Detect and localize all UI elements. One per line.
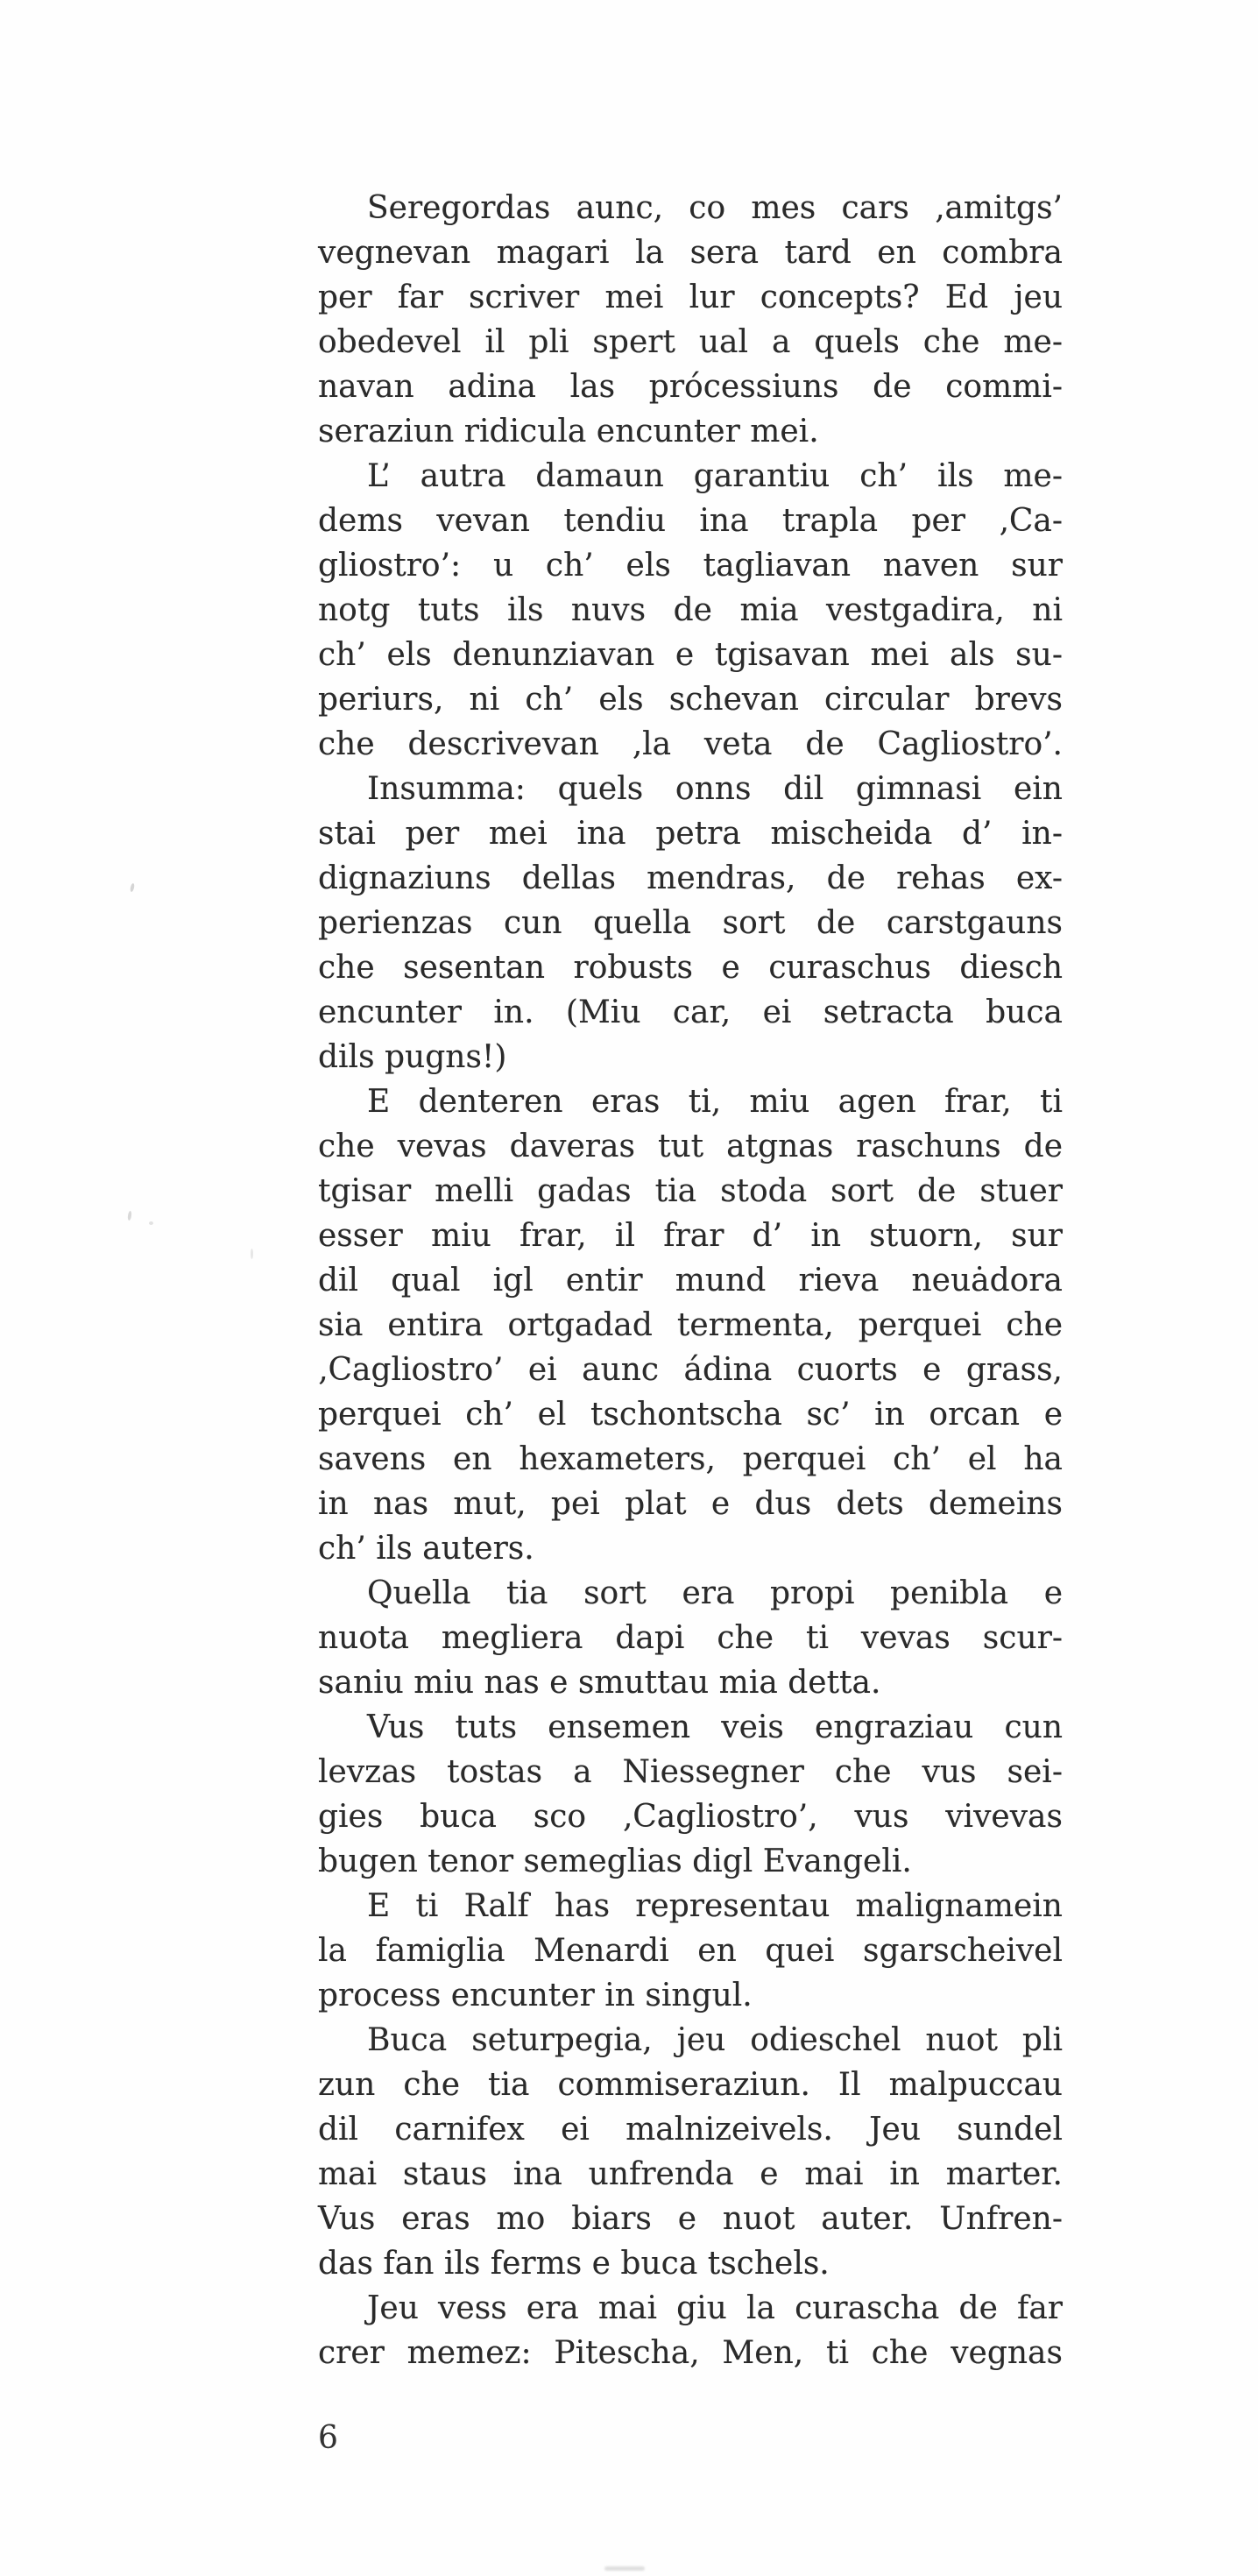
text-line: mai staus ina unfrenda e mai in marter. bbox=[318, 2156, 1063, 2192]
text-line: Insumma: quels onns dil gimnasi ein bbox=[367, 771, 1063, 807]
text-line: ch’ els denunziavan e tgisavan mei als su- bbox=[318, 637, 1063, 673]
text-line: savens en hexameters, perquei ch’ el ha bbox=[318, 1441, 1063, 1477]
text-line: obedevel il pli spert ual a quels che me- bbox=[318, 324, 1063, 360]
text-line: dems vevan tendiu ina trapla per ‚Ca- bbox=[318, 503, 1063, 539]
text-line: levzas tostas a Niessegner che vus sei- bbox=[318, 1754, 1063, 1790]
text-line: zun che tia commiseraziun. Il malpuccau bbox=[318, 2067, 1063, 2103]
text-line: la famiglia Menardi en quei sgarscheivel bbox=[318, 1933, 1063, 1969]
text-line: E ti Ralf has representau malignamein bbox=[367, 1888, 1063, 1924]
text-line: che vevas daveras tut atgnas raschuns de bbox=[318, 1129, 1063, 1164]
text-line: Vus eras mo biars e nuot auter. Unfren- bbox=[318, 2201, 1063, 2237]
text-line: sia entira ortgadad termenta, perquei che bbox=[318, 1307, 1063, 1343]
text-line: process encunter in singul. bbox=[318, 1978, 753, 2013]
text-line: che sesentan robusts e curaschus diesch bbox=[318, 950, 1063, 986]
text-line: che descrivevan ‚la veta de Cagliostro’. bbox=[318, 726, 1063, 762]
page-text-block bbox=[318, 186, 1063, 2375]
text-line: ‚Cagliostro’ ei aunc ádina cuorts e grass, bbox=[318, 1352, 1063, 1388]
text-line: tgisar melli gadas tia stoda sort de stuer bbox=[318, 1173, 1063, 1209]
text-line: perquei ch’ el tschontscha sc’ in orcan e bbox=[318, 1397, 1063, 1433]
text-line: notg tuts ils nuvs de mia vestgadira, ni bbox=[318, 592, 1063, 628]
scan-speck bbox=[130, 883, 135, 893]
text-line: ch’ ils auters. bbox=[318, 1531, 534, 1567]
text-line: dignaziuns dellas mendras, de rehas ex- bbox=[318, 860, 1063, 896]
scan-smudge bbox=[604, 2566, 645, 2571]
text-line: seraziun ridicula encunter mei. bbox=[318, 414, 819, 449]
text-line: per far scriver mei lur concepts? Ed jeu bbox=[318, 280, 1063, 315]
scan-speck bbox=[149, 1221, 153, 1225]
scan-speck bbox=[251, 1249, 253, 1259]
scan-speck bbox=[127, 1211, 131, 1221]
text-line: stai per mei ina petra mischeida d’ in- bbox=[318, 816, 1063, 852]
text-line: bugen tenor semeglias digl Evangeli. bbox=[318, 1844, 912, 1879]
text-line: periurs, ni ch’ els schevan circular brevs bbox=[318, 682, 1063, 718]
text-line: E denteren eras ti, miu agen frar, ti bbox=[367, 1084, 1063, 1120]
text-line: navan adina las prócessiuns de commi- bbox=[318, 369, 1063, 405]
text-line: encunter in. (Miu car, ei setracta buca bbox=[318, 994, 1063, 1030]
text-line: crer memez: Pitescha, Men, ti che vegnas bbox=[318, 2335, 1063, 2371]
text-line: dil qual igl entir mund rieva neuȧdora bbox=[318, 1263, 1063, 1299]
text-line: perienzas cun quella sort de carstgauns bbox=[318, 905, 1063, 941]
text-line: esser miu frar, il frar d’ in stuorn, sur bbox=[318, 1218, 1063, 1254]
text-line: gliostro’: u ch’ els tagliavan naven sur bbox=[318, 548, 1063, 584]
text-line: saniu miu nas e smuttau mia detta. bbox=[318, 1665, 881, 1701]
text-line: gies buca sco ‚Cagliostro’, vus vivevas bbox=[318, 1799, 1063, 1835]
text-line: nuota megliera dapi che ti vevas scur- bbox=[318, 1620, 1063, 1656]
text-line: Seregordas aunc, co mes cars ‚amitgs’ bbox=[367, 190, 1063, 226]
text-line: Jeu vess era mai giu la curascha de far bbox=[367, 2290, 1063, 2326]
text-line: Quella tia sort era propi penibla e bbox=[367, 1575, 1063, 1611]
text-line: Vus tuts ensemen veis engraziau cun bbox=[367, 1709, 1063, 1745]
text-line: dils pugns!) bbox=[318, 1039, 507, 1075]
text-line: das fan ils ferms e buca tschels. bbox=[318, 2246, 830, 2282]
page-number: 6 bbox=[318, 2420, 338, 2456]
text-line: vegnevan magari la sera tard en combra bbox=[318, 235, 1063, 271]
text-line: dil carnifex ei malnizeivels. Jeu sundel bbox=[318, 2112, 1063, 2148]
text-line: in nas mut, pei plat e dus dets demeins bbox=[318, 1486, 1063, 1522]
text-line: Buca seturpegia, jeu odieschel nuot pli bbox=[367, 2022, 1063, 2058]
text-line: L’ autra damaun garantiu ch’ ils me- bbox=[367, 458, 1063, 494]
